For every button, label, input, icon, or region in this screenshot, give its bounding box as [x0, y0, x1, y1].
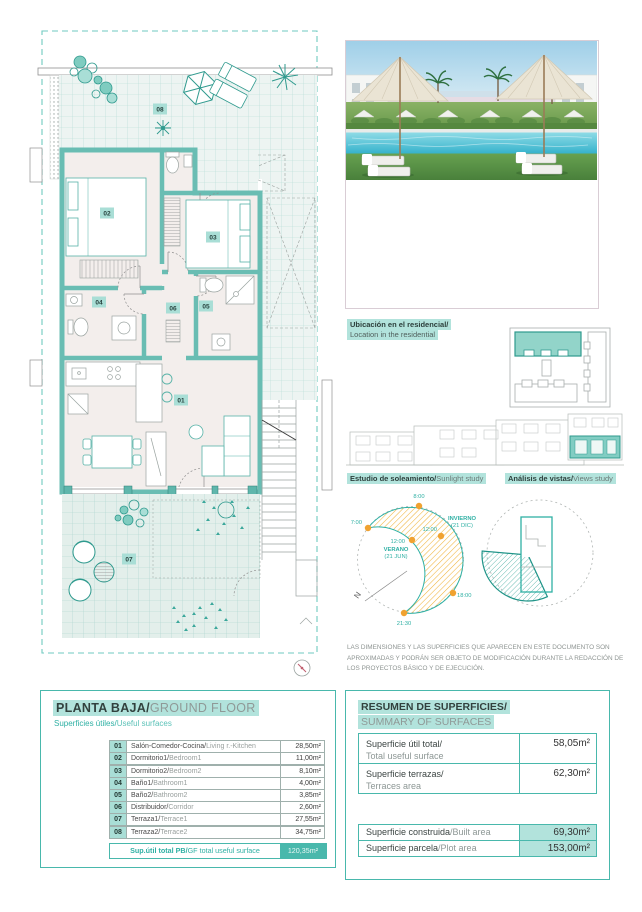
- room-label: [122, 554, 136, 565]
- svg-text:08: 08: [156, 106, 164, 114]
- room-label: [199, 301, 213, 312]
- svg-text:7:00: 7:00: [350, 520, 362, 526]
- svg-text:07: 07: [125, 556, 133, 564]
- table-row: 01 Salón-Comedor-Cocina/Living r.-Kitchen 28,50m²: [109, 740, 325, 753]
- north-arrow-icon: [365, 571, 407, 601]
- highlighted-unit: [515, 332, 581, 356]
- location-label-es: Ubicación en el residencial/: [347, 319, 451, 330]
- total-value: 120,35m²: [280, 844, 326, 858]
- table-row: 08 Terraza2/Terrace2 34,75m²: [109, 826, 325, 839]
- panel-subtitle: Superficies útiles/Useful surfaces: [54, 719, 172, 728]
- svg-text:VERANO: VERANO: [383, 547, 409, 553]
- summary-panel: [345, 690, 610, 880]
- room-label: [174, 395, 188, 406]
- location-label: [347, 320, 451, 340]
- svg-text:03: 03: [209, 234, 217, 242]
- table-row: 03 Dormitorio2/Bedroom2 8,10m²: [109, 765, 325, 778]
- table-row: 05 Baño2/Bathroom2 3,85m²: [109, 789, 325, 802]
- svg-text:(21 DIC): (21 DIC): [451, 523, 473, 529]
- svg-text:05: 05: [202, 303, 210, 311]
- disclaimer-text: LAS DIMENSIONES Y LAS SUPERFICIES QUE APARECEN EN ESTE DOCUMENTO SON APROXIMADAS Y PODRÁN SER OBJETO DE MODIFICACIÓN DURANTE LA REDACCIÓN DE LOS PROYECTOS BÁSICO Y DE EJECUCIÓN.: [347, 644, 624, 673]
- table-row: Superficie parcela/Plot area 153,00m²: [358, 840, 597, 857]
- compass-icon: [294, 660, 310, 676]
- sunlight-study-label: Estudio de soleamiento/Sunlight study: [347, 474, 486, 484]
- svg-text:INVIERNO: INVIERNO: [448, 516, 477, 522]
- svg-text:12:00: 12:00: [422, 527, 437, 533]
- panel-title: PLANTA BAJA/GROUND FLOOR: [53, 701, 259, 715]
- sunlight-study-diagram: [345, 487, 495, 645]
- table-row: 02 Dormitorio1/Bedroom1 11,00m²: [109, 752, 325, 765]
- residential-render-photo: [346, 41, 597, 180]
- site-plan: [508, 326, 612, 410]
- summary-table: [358, 734, 597, 794]
- house: [62, 150, 260, 492]
- sun-arc: [368, 507, 463, 613]
- closet: [164, 198, 180, 246]
- svg-text:8:00: 8:00: [413, 494, 425, 500]
- svg-text:01: 01: [177, 397, 185, 405]
- views-study-label: Análisis de vistas/Views study: [505, 474, 616, 484]
- terrace-7: [62, 494, 260, 638]
- plant-icon: [155, 120, 171, 136]
- highlighted-unit-elevation: [570, 436, 620, 458]
- built-area-table: [358, 825, 597, 857]
- render-photo-frame: [345, 40, 599, 309]
- table-row: 06 Distribuidor/Corridor 2,60m²: [109, 801, 325, 814]
- cupboard: [166, 320, 180, 342]
- pool: [346, 133, 597, 154]
- svg-text:18:00: 18:00: [457, 593, 472, 599]
- garden-table-icon: [94, 562, 114, 582]
- north-label: N: [352, 590, 363, 601]
- location-label-en: Location in the residential: [347, 329, 438, 340]
- svg-text:02: 02: [103, 210, 111, 218]
- table-row: Superficie útil total/ Total useful surface 58,05m²: [358, 733, 597, 764]
- ground-floor-panel: [40, 690, 336, 868]
- staircase: [262, 400, 317, 624]
- table-row: Superficie construida/Built area 69,30m²: [358, 824, 597, 841]
- views-sector: [482, 551, 547, 601]
- table-row: 07 Terraza1/Terrace1 27,55m²: [109, 813, 325, 826]
- kitchen-island: [136, 364, 162, 422]
- table-row: Superficie terrazas/ Terraces area 62,30m²: [358, 763, 597, 794]
- svg-text:04: 04: [95, 299, 103, 307]
- surfaces-table: [109, 741, 325, 839]
- wardrobe: [80, 260, 138, 278]
- views-study-diagram: [480, 495, 610, 630]
- table-row: 04 Baño1/Bathroom1 4,00m²: [109, 777, 325, 790]
- tv-unit: [146, 432, 166, 486]
- room-label: [153, 104, 167, 115]
- svg-text:06: 06: [169, 305, 177, 313]
- elevation-drawing: [344, 408, 626, 470]
- panel-title: RESUMEN DE SUPERFICIES/ SUMMARY OF SURFACES: [358, 700, 510, 730]
- room-label: [92, 297, 106, 308]
- svg-text:21:30: 21:30: [396, 621, 412, 627]
- room-label: [206, 232, 220, 243]
- dining-table: [83, 436, 141, 468]
- room-label: [100, 208, 114, 219]
- total-row: Sup.útil total PB/GF total useful surface 120,35m²: [109, 843, 327, 859]
- floor-plan: [28, 28, 336, 680]
- svg-text:12:00: 12:00: [390, 539, 405, 545]
- room-label: [166, 303, 180, 314]
- svg-text:(21 JUN): (21 JUN): [384, 554, 408, 560]
